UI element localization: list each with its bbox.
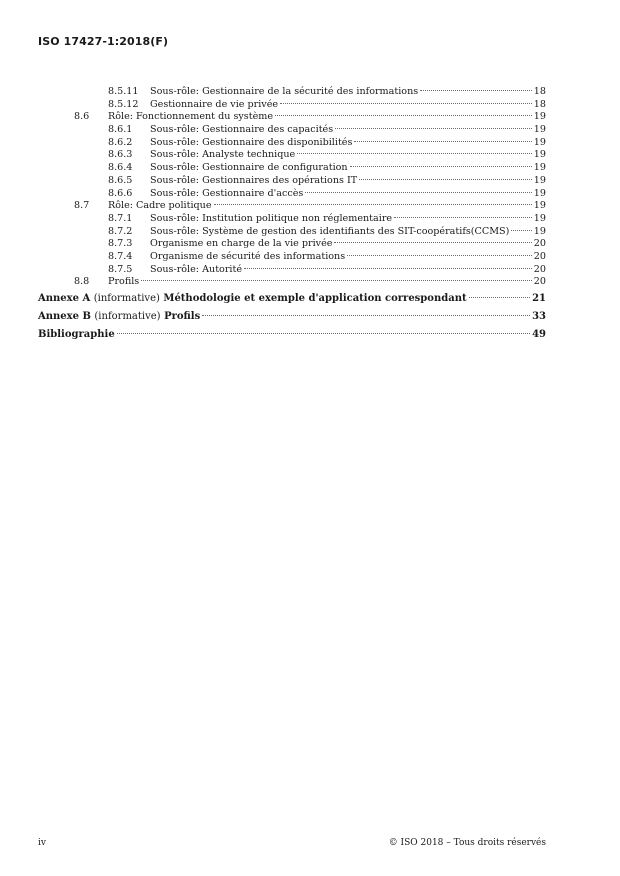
toc-entry-title: Sous-rôle: Autorité [150, 263, 243, 275]
toc-entry-number: 8.6.6 [108, 187, 133, 199]
toc-entry-page: 20 [533, 276, 546, 288]
toc-entry-page: 20 [533, 263, 546, 275]
toc-entry-page: 20 [533, 238, 546, 250]
toc-entry-title: Sous-rôle: Gestionnaire d'accès [150, 187, 304, 199]
toc-entry-page: 19 [533, 225, 546, 237]
toc-annex-b[interactable] [38, 310, 546, 323]
dot-leader [214, 204, 532, 205]
dot-leader [141, 280, 532, 281]
toc-entry-page: 19 [533, 149, 546, 161]
toc-entry-title: Rôle: Fonctionnement du système [108, 111, 274, 123]
dot-leader [275, 115, 532, 116]
toc-bibliography[interactable] [38, 328, 546, 341]
dot-leader [394, 217, 532, 218]
dot-leader [511, 230, 531, 231]
toc-entry-title: Gestionnaire de vie privée [150, 98, 279, 110]
toc-entry-number: 8.6.2 [108, 136, 133, 148]
toc-entry-page: 19 [533, 162, 546, 174]
toc-entry-page: 19 [533, 174, 546, 186]
toc-entry[interactable] [38, 188, 546, 201]
toc-entry-page: 21 [532, 293, 546, 304]
page-number: iv [38, 838, 46, 848]
toc-entry[interactable] [38, 251, 546, 264]
toc-entry-number: 8.5.12 [108, 98, 139, 110]
toc-entry-title: Sous-rôle: Gestionnaire de configuration [150, 162, 348, 174]
toc-entry-page: 18 [533, 86, 546, 97]
toc-entry-number: 8.7.5 [108, 263, 133, 275]
dot-leader [347, 255, 532, 256]
toc-entry[interactable] [38, 213, 546, 226]
annex-title: Méthodologie et exemple d'application correspondant [163, 293, 467, 304]
toc-entry-title: Sous-rôle: Gestionnaire des disponibilités [150, 136, 353, 148]
dot-leader [334, 242, 531, 243]
toc-entry-page: 19 [533, 124, 546, 136]
table-of-contents [38, 86, 546, 341]
toc-section[interactable] [38, 200, 546, 213]
toc-entry[interactable] [38, 226, 546, 239]
toc-entry-page: 18 [533, 98, 546, 110]
toc-entry-title: Sous-rôle: Gestionnaire de la sécurité des informations [150, 86, 419, 97]
dot-leader [297, 153, 532, 154]
toc-entry-number: 8.6 [74, 111, 90, 123]
toc-entry-page: 19 [533, 136, 546, 148]
dot-leader [354, 141, 531, 142]
toc-entry-page: 19 [533, 200, 546, 212]
toc-entry-title: Sous-rôle: Analyste technique [150, 149, 296, 161]
toc-entry-title [38, 292, 467, 305]
dot-leader [202, 315, 530, 316]
toc-entry[interactable] [38, 86, 546, 99]
toc-entry[interactable] [38, 238, 546, 251]
annex-label: Annexe A [38, 293, 91, 304]
toc-entry-page: 19 [533, 111, 546, 123]
toc-entry-title: Sous-rôle: Système de gestion des identifiants des SIT-coopératifs(CCMS) [150, 225, 510, 237]
toc-entry-title: Organisme en charge de la vie privée [150, 238, 333, 250]
toc-entry-title: Bibliographie [38, 329, 115, 340]
toc-entry-number: 8.7.3 [108, 238, 133, 250]
dot-leader [350, 166, 532, 167]
toc-entry[interactable] [38, 124, 546, 137]
toc-entry-number: 8.7.2 [108, 225, 133, 237]
dot-leader [305, 192, 531, 193]
toc-entry-page: 20 [533, 250, 546, 262]
toc-entry-number: 8.7.4 [108, 250, 133, 262]
dot-leader [420, 90, 532, 91]
dot-leader [244, 268, 532, 269]
toc-section[interactable] [38, 111, 546, 124]
toc-entry[interactable] [38, 149, 546, 162]
toc-entry-page: 19 [533, 212, 546, 224]
toc-entry-page: 49 [532, 329, 546, 340]
toc-entry-page: 33 [532, 311, 546, 322]
toc-entry-title: Sous-rôle: Gestionnaire des capacités [150, 124, 334, 136]
toc-entry-number: 8.7.1 [108, 212, 133, 224]
toc-entry-title: Profils [108, 276, 140, 288]
toc-entry-number: 8.6.5 [108, 174, 133, 186]
toc-entry-number: 8.8 [74, 276, 90, 288]
toc-entry-title: Organisme de sécurité des informations [150, 250, 346, 262]
dot-leader [117, 333, 530, 334]
toc-entry-title: Rôle: Cadre politique [108, 200, 212, 212]
document-id-header: ISO 17427-1:2018(F) [38, 35, 169, 48]
toc-entry-title [38, 310, 200, 323]
toc-entry[interactable] [38, 137, 546, 150]
toc-entry[interactable] [38, 175, 546, 188]
toc-entry-number: 8.6.1 [108, 124, 133, 136]
dot-leader [359, 179, 532, 180]
annex-qualifier: (informative) [94, 311, 161, 322]
toc-entry-title: Sous-rôle: Gestionnaires des opérations IT [150, 174, 358, 186]
toc-annex-a[interactable] [38, 292, 546, 305]
dot-leader [280, 103, 532, 104]
toc-entry-title: Sous-rôle: Institution politique non réglementaire [150, 212, 393, 224]
annex-qualifier: (informative) [93, 293, 160, 304]
toc-entry-number: 8.7 [74, 200, 90, 212]
toc-entry[interactable] [38, 264, 546, 277]
toc-entry[interactable] [38, 99, 546, 112]
toc-entry-number: 8.6.4 [108, 162, 133, 174]
dot-leader [469, 297, 530, 298]
toc-entry-page: 19 [533, 187, 546, 199]
annex-title: Profils [164, 311, 201, 322]
toc-entry[interactable] [38, 162, 546, 175]
toc-entry-number: 8.6.3 [108, 149, 133, 161]
copyright-notice: © ISO 2018 – Tous droits réservés [388, 838, 546, 848]
dot-leader [335, 128, 532, 129]
toc-section[interactable] [38, 276, 546, 289]
toc-entry-number: 8.5.11 [108, 86, 139, 97]
annex-label: Annexe B [38, 311, 91, 322]
